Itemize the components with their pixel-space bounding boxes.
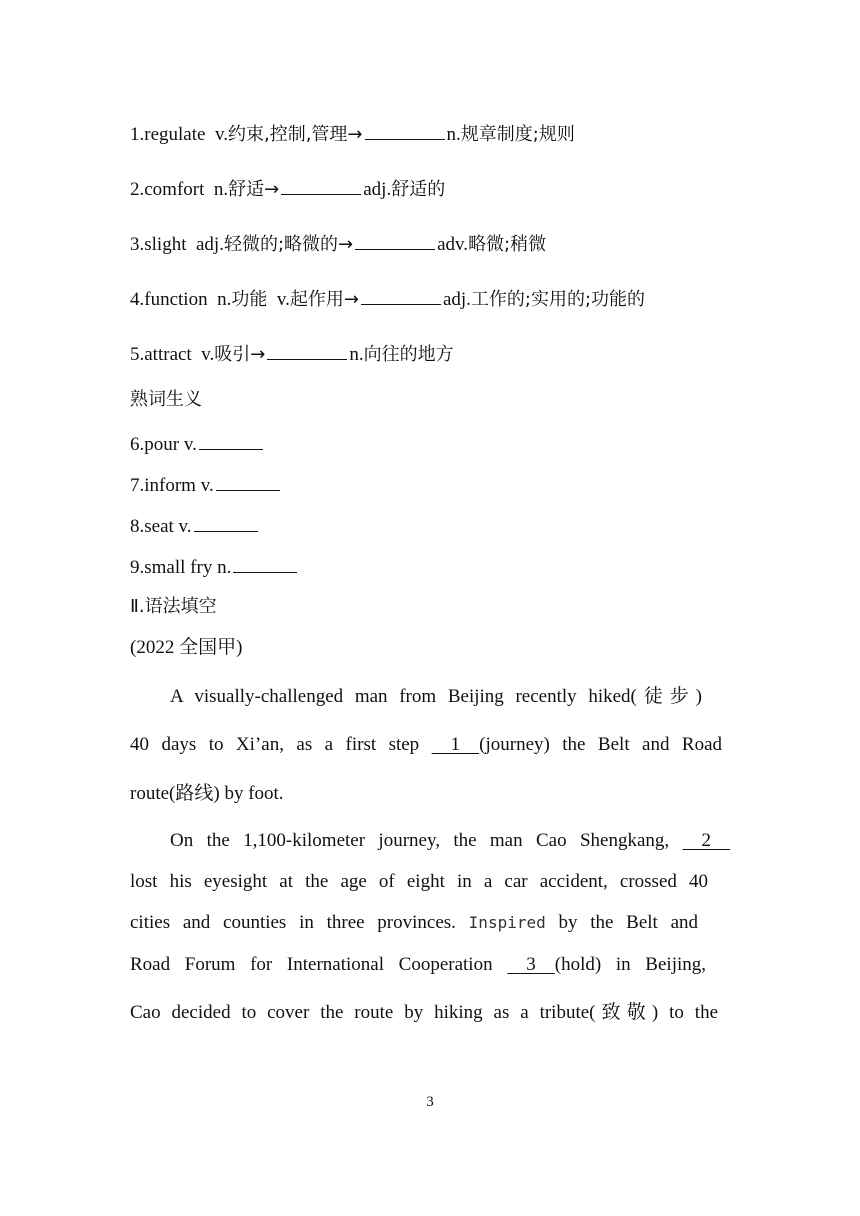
meaning: 约束,控制,管理→ [227,124,363,145]
familiar-word: 9.small fry n. [130,557,232,578]
answer-blank[interactable] [281,176,361,195]
item-number: 2. [130,179,145,200]
item-number: 3. [130,234,145,255]
answer-blank[interactable] [199,431,263,450]
part-of-speech: v. [201,344,215,365]
familiar-word: 7.inform v. [130,475,214,496]
meaning-2: 起作用→ [289,289,359,310]
familiar-word: 8.seat v. [130,516,192,537]
blank-1[interactable]: 1 [431,734,480,755]
answer-blank[interactable] [355,231,435,250]
text-segment: (hold) in Beijing, [554,954,707,975]
passage-line: A visually-challenged man from Beijing recently hiked(徒步) [170,686,702,707]
passage-line [130,953,706,977]
text-segment: cities and counties in three provinces. [130,912,456,933]
passage-line [170,829,730,853]
section-heading-familiar: 熟词生义 [130,389,202,410]
familiar-word: 6.pour v. [130,434,197,455]
highlighted-word: Inspired [468,913,546,932]
section-title: 语法填空 [144,596,217,617]
part-of-speech-2: v. [276,289,290,310]
vocab-word: slight [144,234,187,255]
target-meaning: 向往的地方 [363,344,454,365]
meaning: 吸引→ [214,344,266,365]
target-meaning: 工作的;实用的;功能的 [470,289,646,310]
roman-numeral: Ⅱ. [130,596,145,617]
vocab-item-4 [130,286,645,312]
target-pos: n. [446,124,461,145]
passage-line [130,733,722,757]
passage-line: Cao decided to cover the route by hiking as a tribute(致敬) to the [130,1002,718,1023]
answer-blank[interactable] [233,554,297,573]
vocab-word: attract [144,344,192,365]
familiar-item-9 [130,554,299,580]
answer-blank[interactable] [365,121,445,140]
source-note: (2022 全国甲) [130,637,243,658]
answer-blank[interactable] [194,513,258,532]
target-pos: n. [349,344,364,365]
part-of-speech: adj. [195,234,224,255]
target-pos: adj. [363,179,392,200]
section-heading-grammar [130,595,217,619]
passage-line: route(路线) by foot. [130,783,284,804]
item-number: 1. [130,124,145,145]
vocab-word: function [144,289,208,310]
target-meaning: 规章制度;规则 [460,124,575,145]
part-of-speech: v. [214,124,228,145]
meaning: 轻微的;略微的→ [223,234,354,255]
answer-blank[interactable] [216,472,280,491]
target-pos: adj. [442,289,471,310]
part-of-speech: n. [217,289,232,310]
text-segment: On the 1,100-kilometer journey, the man Cao Shengkang, [170,830,670,851]
passage-line: lost his eyesight at the age of eight in a car accident, crossed 40 [130,871,708,892]
meaning: 舒适→ [228,179,280,200]
text-segment: 40 days to Xi’an, as a first step [130,734,420,755]
meaning: 功能 [231,289,268,310]
target-pos: adv. [437,234,469,255]
vocab-word: regulate [144,124,206,145]
text-segment: (journey) the Belt and Road [479,734,723,755]
page-number: 3 [426,1094,434,1110]
blank-3[interactable]: 3 [507,954,555,975]
vocab-item-3 [130,231,546,257]
vocab-item-5 [130,341,454,367]
answer-blank[interactable] [361,286,441,305]
vocab-item-2 [130,176,445,202]
vocab-item-1 [130,121,575,147]
text-segment: Road Forum for International Cooperation [130,954,493,975]
part-of-speech: n. [213,179,229,200]
blank-2[interactable]: 2 [682,830,731,851]
familiar-item-7 [130,472,282,498]
text-segment: by the Belt and [558,912,699,933]
vocab-word: comfort [144,179,205,200]
item-number: 4. [130,289,145,310]
target-meaning: 舒适的 [391,179,446,200]
answer-blank[interactable] [267,341,347,360]
target-meaning: 略微;稍微 [468,234,547,255]
familiar-item-6 [130,431,265,457]
familiar-item-8 [130,513,260,539]
passage-line [130,911,698,935]
item-number: 5. [130,344,145,365]
